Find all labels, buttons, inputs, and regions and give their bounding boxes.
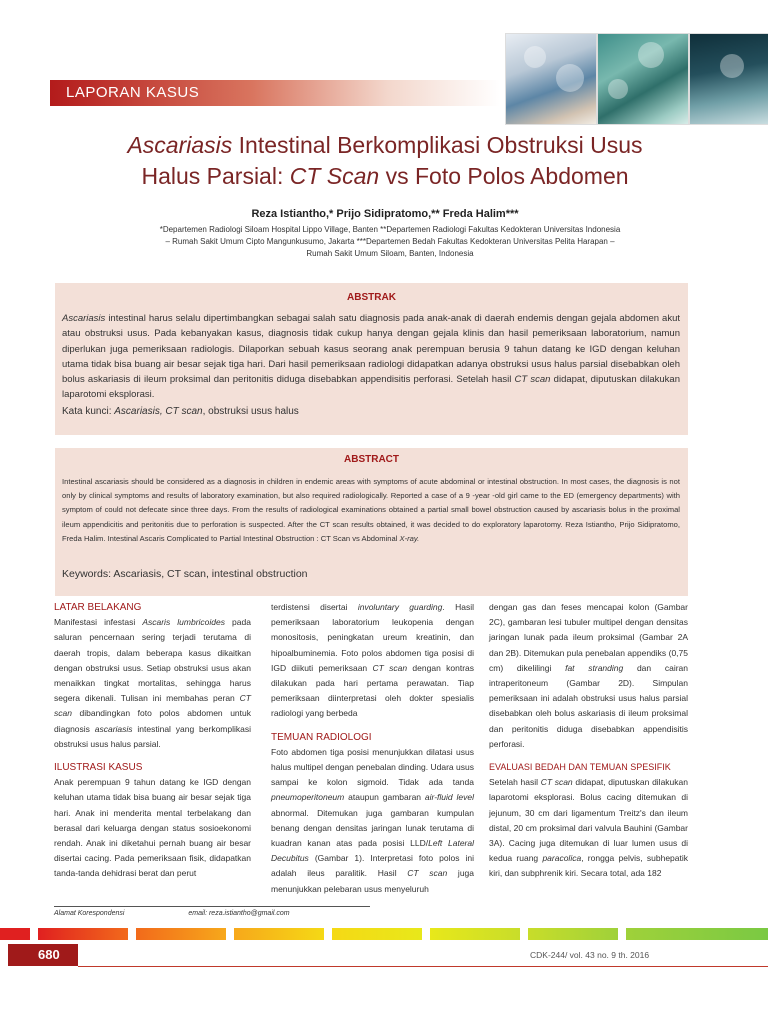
section-heading-ilustrasi-kasus: ILUSTRASI KASUS — [54, 762, 143, 774]
paragraph: terdistensi disertai involuntary guarding. Hasil pemeriksaan laboratorium leukopenia dengan monositosis, peningkatan ureum kreatinin, dan hipoalbuminemia. Foto polos abdomen tiga posisi di IGD diikuti pemeriksaan CT scan dengan kontras dilakukan pada hari pertama perawatan. Tiap pemeriksaan diinterpretasi oleh dokter spesialis radiologi yang berbeda — [271, 602, 474, 719]
article-title: Ascariasis Intestinal Berkomplikasi Obstruksi Usus Halus Parsial: CT Scan vs Foto Polos Abdomen — [127, 132, 643, 189]
section-heading-latar-belakang: LATAR BELAKANG — [54, 602, 142, 613]
abstract-keywords: Keywords: Ascariasis, CT scan, intestinal obstruction — [62, 568, 308, 580]
column-2 — [271, 600, 474, 897]
decorative-color-bar — [0, 928, 768, 940]
paragraph: Manifestasi infestasi Ascaris lumbricoides pada saluran pencernaan sering terjadi terutama di daerah tropis, dalam beberapa kasus dikaitkan dengan obstruksi usus. Setiap obstruksi usus akan menaikkan tingkat mortalitas, sehingga harus segera dikenali. Tulisan ini membahas peran CT scan dibandingkan foto polos abdomen untuk diagnosis ascariasis intestinal yang berkomplikasi obstruksi usus halus parsial. — [54, 617, 251, 749]
header-photo-operating-room — [689, 33, 768, 125]
paragraph: Setelah hasil CT scan didapat, diputuskan dilakukan laparotomi eksplorasi. Bolus cacing ditemukan di jejunum, 30 cm dari ligamentum Treitz's dan ileum distal, 20 cm proksimal dari valvula Bauhini (Gambar 3A). Cacing juga ditemukan di luar lumen usus di kedua ruang paracolica, rongga pelvis, subhepatik kiri, dan subphrenik kiri. Secara total, ada 182 — [489, 777, 689, 879]
correspondence-footnote: Alamat Korespondensi email: reza.istiantho@gmail.com — [54, 910, 290, 917]
footnote-divider — [54, 906, 370, 907]
footer-rule — [78, 966, 768, 967]
abstrak-keywords: Kata kunci: Ascariasis, CT scan, obstruksi usus halus — [62, 406, 299, 417]
affiliations: *Departemen Radiologi Siloam Hospital Lippo Village, Banten **Departemen Radiologi Fakultas Kedokteran Universitas Indonesia – Rumah Sakit Umum Cipto Mangunkusumo, Jakarta ***Departemen Bedah Fakultas Kedokteran Universitas Pelita Harapan – Rumah Sakit Umum Siloam, Banten, Indonesia — [159, 225, 621, 258]
abstract-body: Intestinal ascariasis should be considered as a diagnosis in children in endemic areas with symptoms of acute abdominal or intestinal obstruction. In most cases, the diagnosis is not only by clinical symptoms and results of laboratory examination, but also required radiologically. Reported a case of a 9 -year -old girl came to the ED (emergency departments) with symptom of could not defecate since three days. From the results of radiological examinations obtained a partial small bowel obstruction caused by ascariasis bolus in the proximal ileum appendicitis and peritonitis due to perforation is suspected. After the CT scan results obtained, it was decided to do exploratory laparotomy. Reza Istiantho, Prijo Sidipratomo, Freda Halim. Intestinal Ascaris Complicated to Partial Intestinal Obstruction : CT Scan vs Abdominal X-ray. — [62, 477, 680, 543]
header-photo-surgeons — [597, 33, 689, 125]
section-heading-temuan-radiologi: TEMUAN RADIOLOGI — [271, 731, 372, 743]
abstrak-heading: ABSTRAK — [347, 292, 396, 303]
column-3 — [489, 600, 688, 882]
column-1 — [54, 600, 251, 882]
abstrak-body: Ascariasis intestinal harus selalu dipertimbangkan sebagai salah satu diagnosis pada anak-anak di daerah endemis dengan gejala abdomen akut atau obstruksi usus. Pada kebanyakan kasus, diagnosis tidak cukup hanya dengan gejala klinis dan hasil pemeriksaan laboratorium, namun diperlukan juga pemeriksaan radiologis. Dilaporkan sebuah kasus seorang anak perempuan berusia 9 tahun datang ke IGD dengan keluhan utama tidak bisa buang air besar sejak tiga hari. Dari hasil pemeriksaan radiologi didapatkan adanya obstruksi usus halus parsial disebabkan oleh bolus askariasis di ileum proksimal dan peritonitis diduga disebabkan appendisitis perforasi. Setelah hasil CT scan didapat, diputuskan dilakukan laparotomi eksplorasi. — [62, 313, 680, 401]
authors: Reza Istiantho,* Prijo Sidipratomo,** Freda Halim*** — [251, 208, 519, 220]
abstract-heading: ABSTRACT — [344, 454, 399, 465]
section-heading-evaluasi-bedah: EVALUASI BEDAH DAN TEMUAN SPESIFIK — [489, 762, 671, 773]
paragraph: Foto abdomen tiga posisi menunjukkan dilatasi usus halus multipel dengan penebalan dinding. Udara usus sampai ke kolon sigmoid. Tidak ada tanda pneumoperitoneum ataupun gambaran air-fluid level abnormal. Ditemukan juga gambaran kumpulan benang dengan densitas jaringan lunak terutama di kuadran kanan atas pada posisi LLD/Left Lateral Decubitus (Gambar 1). Interpretasi foto polos ini adalah ileus paralitik. Hasil CT scan juga menunjukkan pelebaran usus menyeluruh — [271, 746, 474, 894]
paragraph: dengan gas dan feses mencapai kolon (Gambar 2C), gambaran lesi tubuler multipel dengan densitas jaringan lunak pada ileum proksimal (Gambar 2A dan 2B). Ditemukan pula penebalan appendiks (0,75 cm) dikelilingi fat stranding dan cairan intraperitoneum (Gambar 2D). Simpulan pemeriksaan ini adalah obstruksi usus halus parsial disebabkan oleh bolus askariasis di ileum proksimal dan peritonitis diduga disebabkan appendisitis perforasi. — [489, 602, 689, 749]
paragraph: Anak perempuan 9 tahun datang ke IGD dengan keluhan utama tidak bisa buang air besar sejak tiga hari. Anak ini menderita mental terbelakang dan berasal dari keluarga dengan status sosioekonomi rendah. Anak ini diketahui pernah buang air besar disertai cacing. Pada pemeriksaan fisik, didapatkan tanda-tanda dehidrasi berat dan perut — [54, 777, 251, 879]
page-number: 680 — [38, 947, 60, 962]
journal-reference: CDK-244/ vol. 43 no. 9 th. 2016 — [530, 950, 650, 960]
header-photo-medical-team — [505, 33, 597, 125]
section-label: LAPORAN KASUS — [66, 84, 200, 101]
